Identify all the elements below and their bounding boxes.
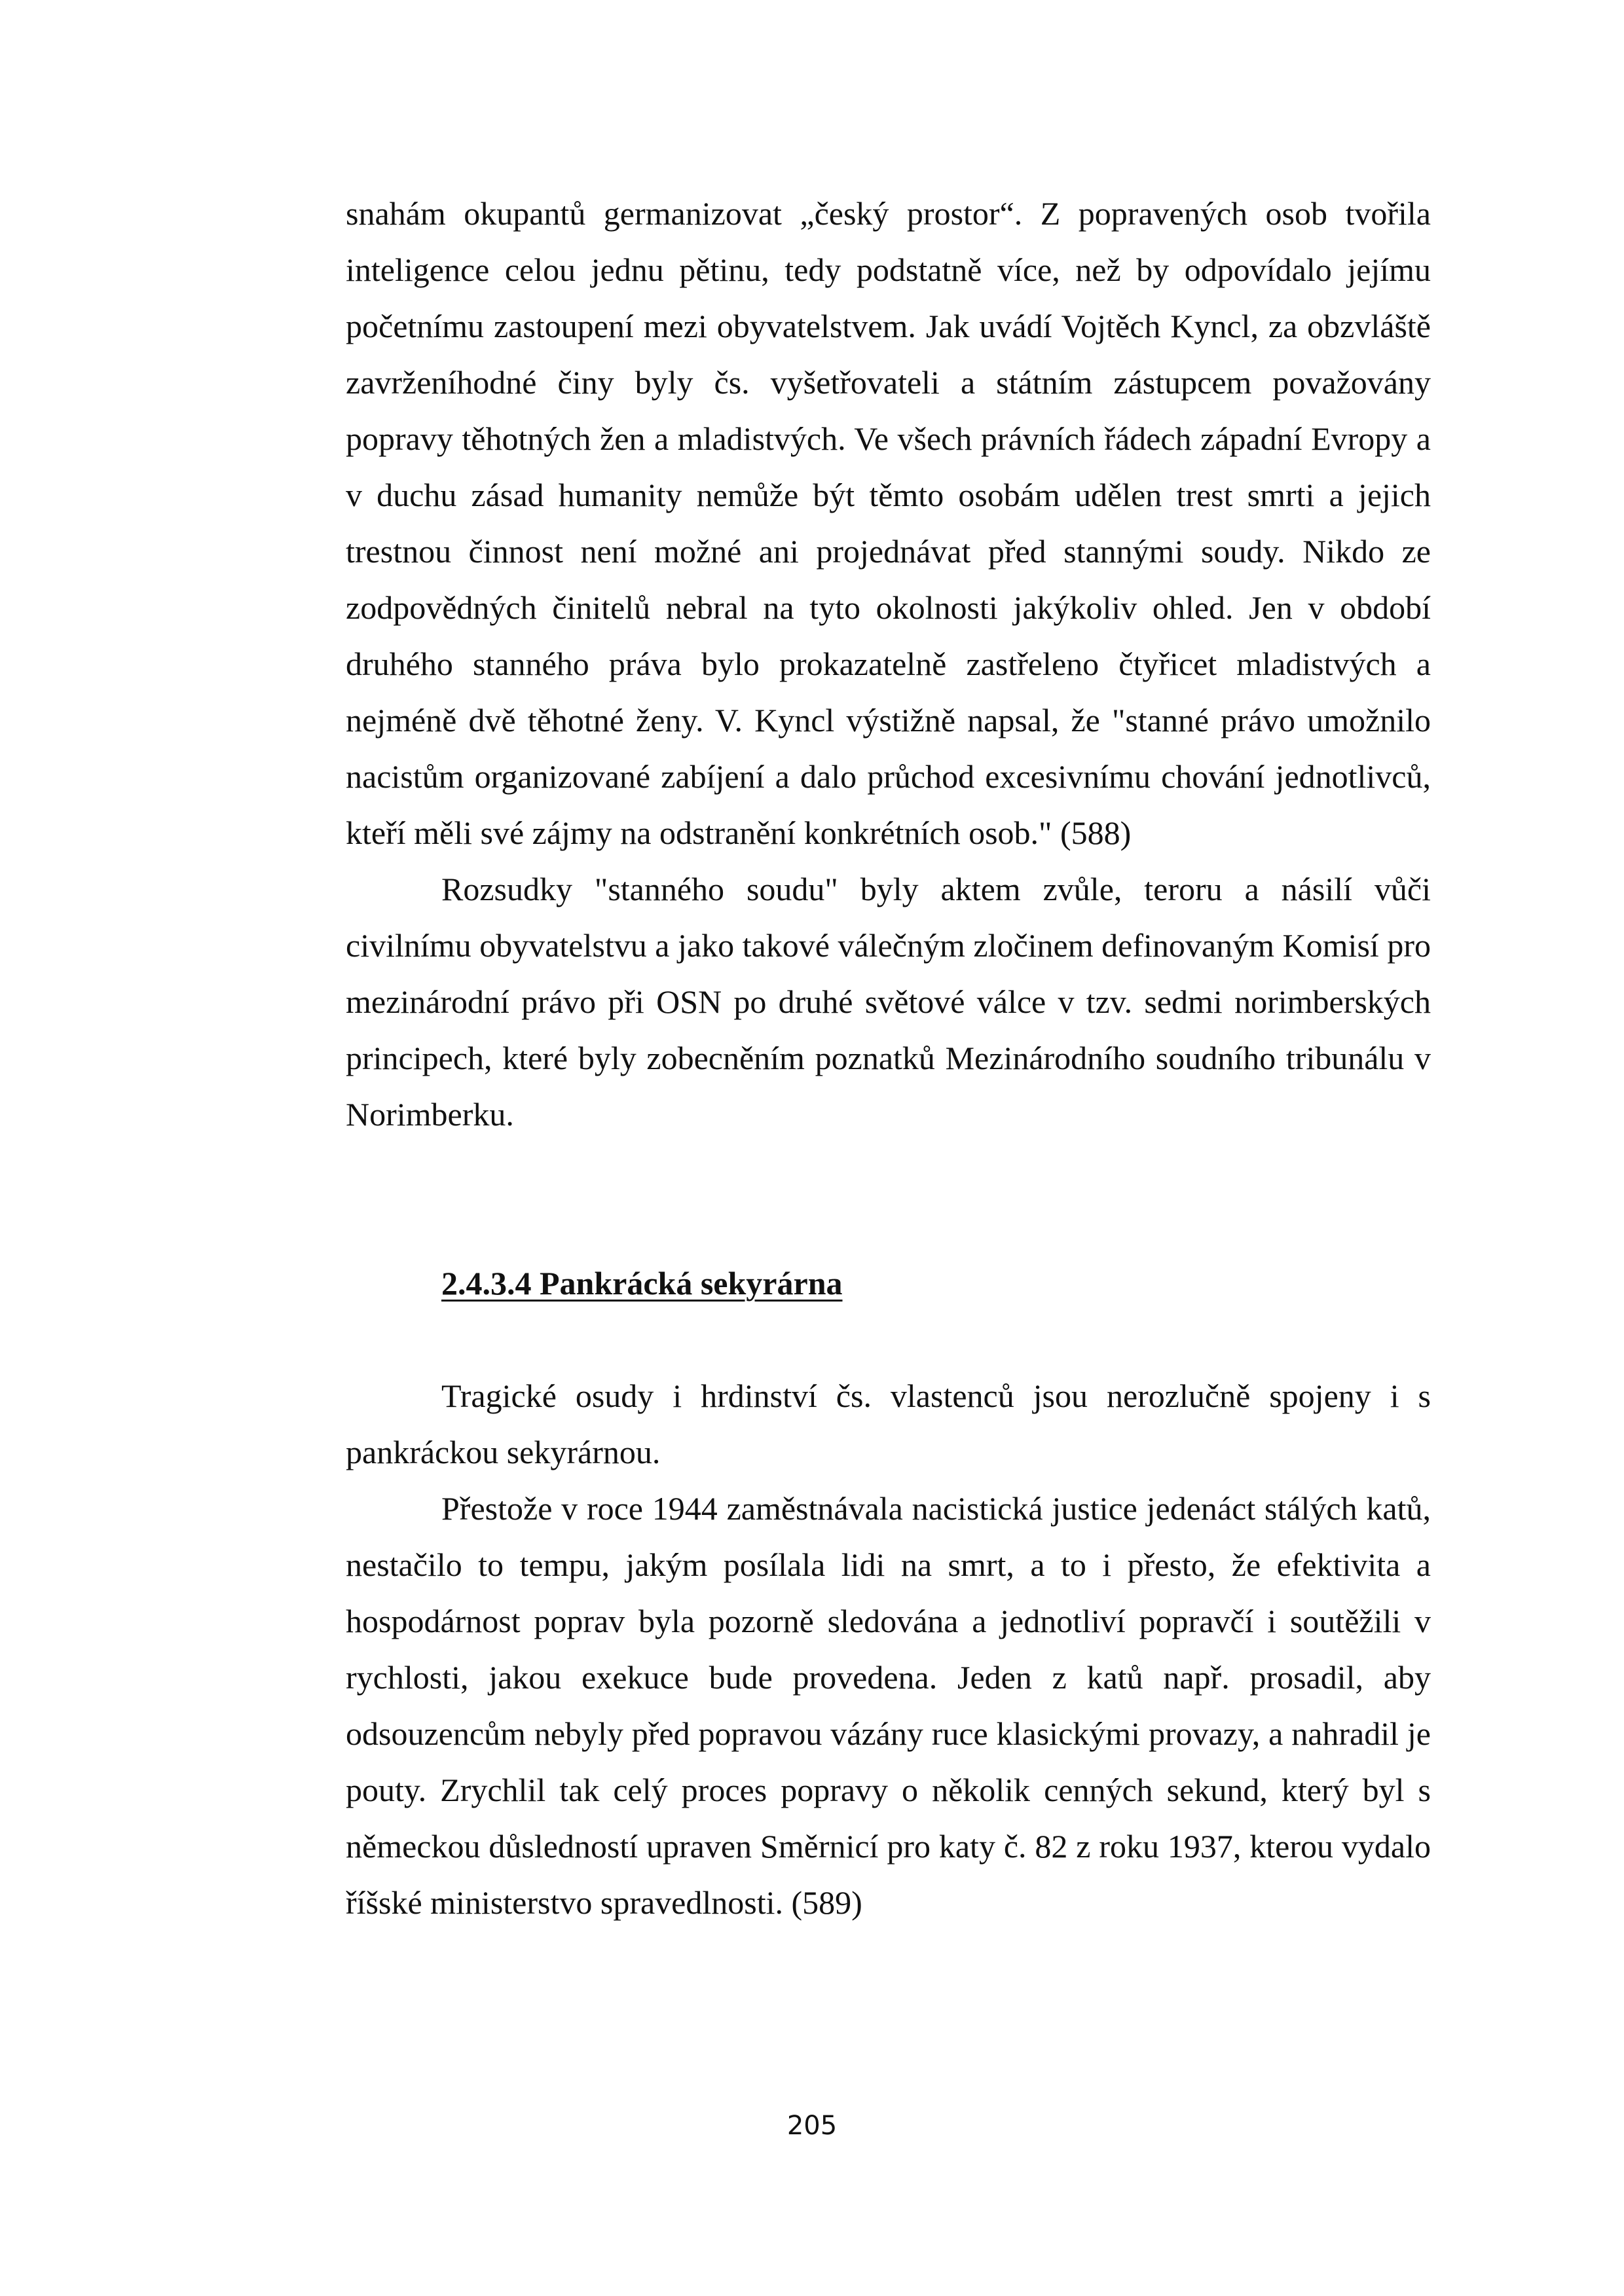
section-heading bbox=[346, 1255, 1431, 1311]
section-paragraph-1: Tragické osudy i hrdinství čs. vlastenců jsou nerozlučně spojeny i s pankráckou sekyrárnou. bbox=[346, 1377, 1431, 1470]
section-heading-text: 2.4.3.4 Pankrácká sekyrárna bbox=[441, 1265, 843, 1302]
page-body bbox=[346, 185, 1431, 1931]
page-number: 205 bbox=[786, 2111, 838, 2141]
body-paragraph-2: Rozsudky "stanného soudu" byly aktem zvůle, teroru a násilí vůči civilnímu obyvatelstvu a jako takové válečným zločinem definovaným Komisí pro mezinárodní právo při OSN po druhé světové válce v tzv. sedmi norimberských principech, které byly zobecněním poznatků Mezinárodního soudního tribunálu v Norimberku. bbox=[346, 871, 1431, 1133]
body-paragraph-1: snahám okupantů germanizovat „český prostor“. Z popravených osob tvořila inteligence celou jednu pětinu, tedy podstatně více, než by odpovídalo jejímu početnímu zastoupení mezi obyvatelstvem. Jak uvádí Vojtěch Kyncl, za obzvláště zavrženíhodné činy byly čs. vyšetřovateli a státním zástupcem považovány popravy těhotných žen a mladistvých. Ve všech právních řádech západní Evropy a v duchu zásad humanity nemůže být těmto osobám udělen trest smrti a jejich trestnou činnost není možné ani projednávat před stannými soudy. Nikdo ze zodpovědných činitelů nebral na tyto okolnosti jakýkoliv ohled. Jen v období druhého stanného práva bylo prokazatelně zastřeleno čtyřicet mladistvých a nejméně dvě těhotné ženy. V. Kyncl výstižně napsal, že "stanné právo umožnilo nacistům organizované zabíjení a dalo průchod excesivnímu chování jednotlivců, kteří měli své zájmy na odstranění konkrétních osob." (588) bbox=[346, 195, 1431, 851]
section-paragraph-2: Přestože v roce 1944 zaměstnávala nacistická justice jedenáct stálých katů, nestačilo to tempu, jakým posílala lidi na smrt, a to i přesto, že efektivita a hospodárnost poprav byla pozorně sledována a jednotliví popravčí i soutěžili v rychlosti, jakou exekuce bude provedena. Jeden z katů např. prosadil, aby odsouzencům nebyly před popravou vázány ruce klasickými provazy, a nahradil je pouty. Zrychlil tak celý proces popravy o několik cenných sekund, který byl s německou důsledností upraven Směrnicí pro katy č. 82 z roku 1937, kterou vydalo říšské ministerstvo spravedlnosti. (589) bbox=[346, 1490, 1431, 1921]
